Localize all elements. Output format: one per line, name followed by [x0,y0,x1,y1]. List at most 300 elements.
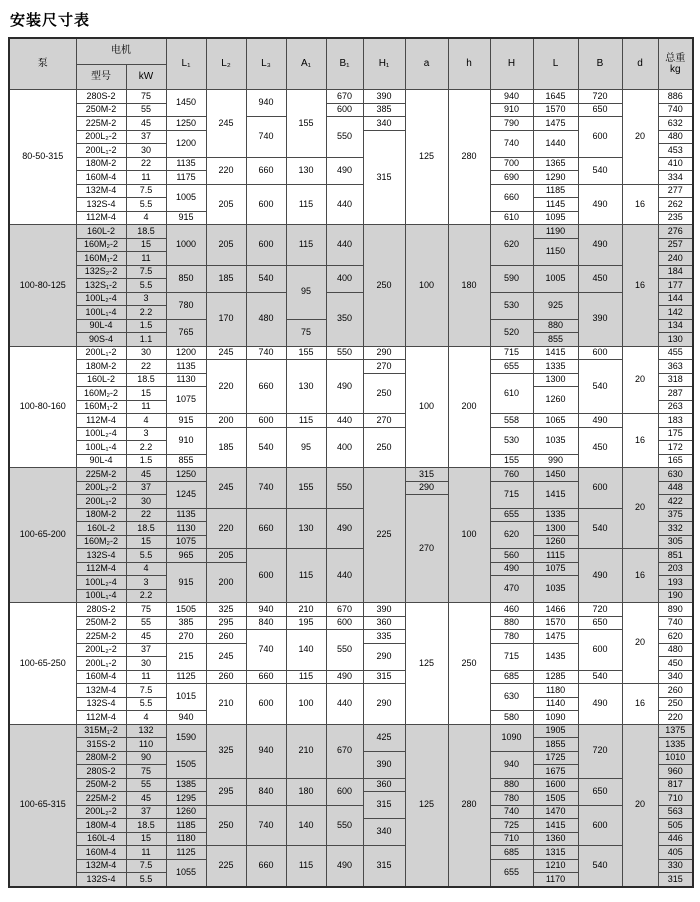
cell-L2: 170 [206,292,246,346]
cell-model: 132M-4 [76,684,126,698]
cell-L: 1466 [533,603,578,617]
cell-weight: 480 [658,130,693,144]
cell-weight: 630 [658,468,693,482]
cell-H1: 225 [363,468,405,603]
cell-weight: 220 [658,711,693,725]
cell-L: 1450 [533,468,578,482]
cell-H: 690 [490,171,533,185]
cell-H1: 270 [363,360,405,374]
cell-L3: 600 [246,414,286,428]
cell-kw: 3 [126,576,166,590]
cell-model: 280S-2 [76,765,126,779]
cell-model: 112M-4 [76,414,126,428]
header-d: d [622,38,658,90]
cell-A1: 130 [286,508,326,549]
cell-L: 1470 [533,805,578,819]
cell-L: 925 [533,292,578,319]
cell-weight: 332 [658,522,693,536]
cell-L3: 600 [246,184,286,225]
cell-model: 90L-4 [76,319,126,333]
cell-B1: 600 [326,616,363,630]
cell-H1: 425 [363,724,405,751]
cell-L3: 740 [246,346,286,360]
cell-L1: 1250 [166,117,206,131]
cell-model: 280M-2 [76,751,126,765]
cell-H: 558 [490,414,533,428]
header-L1: L₁ [166,38,206,90]
cell-model: 160M-4 [76,171,126,185]
cell-L: 1285 [533,670,578,684]
cell-L2: 220 [206,157,246,184]
cell-H: 940 [490,751,533,778]
cell-weight: 334 [658,171,693,185]
cell-B: 600 [578,346,622,360]
cell-d: 16 [622,549,658,603]
cell-B1: 440 [326,184,363,225]
cell-B1: 550 [326,630,363,671]
pump-cell: 100-65-200 [9,468,76,603]
cell-B: 650 [578,778,622,805]
cell-model: 200L₁-2 [76,495,126,509]
cell-L1: 1075 [166,387,206,414]
cell-L: 1065 [533,414,578,428]
cell-L: 1335 [533,508,578,522]
cell-weight: 422 [658,495,693,509]
cell-weight: 262 [658,198,693,212]
cell-L: 1505 [533,792,578,806]
cell-H: 655 [490,508,533,522]
cell-d: 20 [622,90,658,185]
table-row [9,670,693,684]
cell-B1: 400 [326,265,363,292]
table-header [9,38,693,90]
cell-L2: 245 [206,90,246,158]
cell-model: 225M-2 [76,117,126,131]
cell-kw: 7.5 [126,684,166,698]
cell-L3: 660 [246,670,286,684]
cell-B: 540 [578,157,622,184]
cell-weight: 375 [658,508,693,522]
cell-model: 100L₂-4 [76,292,126,306]
cell-L1: 965 [166,549,206,563]
cell-L: 1360 [533,832,578,846]
cell-B: 720 [578,603,622,617]
cell-H: 610 [490,211,533,225]
cell-model: 132S-4 [76,873,126,887]
cell-B1: 350 [326,292,363,346]
cell-kw: 132 [126,724,166,738]
cell-L: 1475 [533,117,578,131]
cell-L1: 1125 [166,670,206,684]
cell-L: 1365 [533,157,578,171]
cell-A1: 155 [286,468,326,509]
table-row [9,549,693,563]
cell-H: 655 [490,859,533,887]
cell-B: 540 [578,670,622,684]
cell-L1: 910 [166,427,206,454]
cell-L2: 250 [206,805,246,846]
cell-a: 270 [405,495,448,603]
cell-d: 20 [622,468,658,549]
cell-B: 600 [578,468,622,509]
cell-h: 180 [448,225,490,347]
table-row [9,805,693,819]
cell-model: 315S-2 [76,738,126,752]
cell-L3: 600 [246,684,286,725]
cell-A1: 210 [286,724,326,778]
cell-L3: 600 [246,549,286,603]
cell-L: 1260 [533,535,578,549]
cell-H: 630 [490,684,533,711]
header-B: B [578,38,622,90]
header-L: L [533,38,578,90]
cell-L1: 1075 [166,535,206,549]
cell-h: 100 [448,468,490,603]
cell-L: 1035 [533,427,578,454]
cell-H: 685 [490,670,533,684]
cell-L: 1435 [533,643,578,670]
cell-weight: 450 [658,657,693,671]
cell-L1: 1185 [166,819,206,833]
cell-model: 200L₂-2 [76,805,126,819]
cell-L1: 780 [166,292,206,319]
cell-B1: 600 [326,103,363,117]
cell-H1: 335 [363,630,405,644]
cell-L3: 660 [246,508,286,549]
cell-L3: 940 [246,724,286,778]
cell-kw: 7.5 [126,184,166,198]
cell-H: 1090 [490,724,533,751]
cell-L: 1675 [533,765,578,779]
cell-model: 180M-4 [76,819,126,833]
cell-model: 112M-4 [76,211,126,225]
cell-L2: 220 [206,360,246,414]
cell-L1: 940 [166,711,206,725]
cell-L: 1290 [533,171,578,185]
cell-kw: 75 [126,765,166,779]
cell-H1: 270 [363,414,405,428]
cell-B: 720 [578,724,622,778]
cell-L1: 1250 [166,468,206,482]
cell-A1: 115 [286,414,326,428]
cell-H: 590 [490,265,533,292]
cell-L2: 325 [206,724,246,778]
table-row [9,346,693,360]
cell-model: 280S-2 [76,603,126,617]
cell-L1: 1260 [166,805,206,819]
cell-weight: 740 [658,616,693,630]
cell-model: 100L₂-4 [76,576,126,590]
cell-weight: 960 [658,765,693,779]
cell-B1: 550 [326,805,363,846]
cell-B1: 490 [326,508,363,549]
cell-weight: 235 [658,211,693,225]
cell-model: 160M₁-2 [76,400,126,414]
cell-L: 1440 [533,130,578,157]
cell-weight: 263 [658,400,693,414]
cell-a: 100 [405,346,448,468]
table-row [9,684,693,698]
cell-L: 1725 [533,751,578,765]
cell-B: 540 [578,360,622,414]
cell-L: 855 [533,333,578,347]
cell-model: 225M-2 [76,792,126,806]
cell-kw: 5.5 [126,873,166,887]
cell-kw: 37 [126,130,166,144]
cell-L1: 1295 [166,792,206,806]
cell-H: 470 [490,576,533,603]
cell-B: 450 [578,265,622,292]
cell-L: 1300 [533,522,578,536]
cell-B: 490 [578,549,622,603]
cell-B: 650 [578,103,622,117]
cell-A1: 115 [286,846,326,887]
cell-L: 1570 [533,616,578,630]
cell-H: 740 [490,805,533,819]
cell-kw: 55 [126,778,166,792]
cell-B1: 550 [326,117,363,158]
cell-model: 200L₁-2 [76,657,126,671]
cell-L3: 840 [246,778,286,805]
cell-model: 132S₁-2 [76,279,126,293]
cell-kw: 15 [126,387,166,401]
cell-kw: 45 [126,630,166,644]
cell-L2: 260 [206,630,246,644]
cell-model: 225M-2 [76,630,126,644]
cell-L1: 915 [166,414,206,428]
table-row [9,427,693,441]
cell-H1: 390 [363,90,405,104]
cell-model: 112M-4 [76,711,126,725]
cell-L2: 205 [206,225,246,266]
cell-L2: 220 [206,508,246,549]
cell-kw: 5.5 [126,198,166,212]
table-row [9,616,693,630]
cell-H: 620 [490,225,533,266]
cell-kw: 1.1 [126,333,166,347]
cell-A1: 95 [286,265,326,319]
cell-B1: 440 [326,225,363,266]
cell-model: 180M-2 [76,360,126,374]
cell-kw: 4 [126,211,166,225]
cell-B1: 490 [326,670,363,684]
header-H1: H₁ [363,38,405,90]
table-row [9,184,693,198]
cell-kw: 3 [126,292,166,306]
cell-kw: 11 [126,846,166,860]
cell-weight: 453 [658,144,693,158]
cell-model: 200L₁-2 [76,144,126,158]
cell-L1: 1245 [166,481,206,508]
cell-L: 1300 [533,373,578,387]
cell-H: 710 [490,832,533,846]
cell-H1: 250 [363,427,405,468]
cell-L3: 740 [246,117,286,158]
cell-H1: 360 [363,778,405,792]
cell-d: 16 [622,414,658,468]
cell-kw: 37 [126,805,166,819]
cell-model: 160M₂-2 [76,387,126,401]
cell-model: 250M-2 [76,103,126,117]
cell-kw: 110 [126,738,166,752]
cell-model: 200L₂-2 [76,481,126,495]
cell-L2: 245 [206,468,246,509]
cell-L1: 1130 [166,522,206,536]
cell-kw: 3 [126,427,166,441]
cell-kw: 22 [126,360,166,374]
cell-L3: 740 [246,468,286,509]
cell-H1: 385 [363,103,405,117]
cell-H: 715 [490,643,533,670]
cell-H: 460 [490,603,533,617]
cell-L1: 1590 [166,724,206,751]
cell-H1: 250 [363,225,405,347]
cell-L2: 295 [206,778,246,805]
cell-A1: 95 [286,427,326,468]
cell-L: 1645 [533,90,578,104]
cell-B1: 440 [326,549,363,603]
cell-a: 125 [405,603,448,725]
cell-L2: 205 [206,549,246,563]
cell-weight: 318 [658,373,693,387]
cell-L1: 1505 [166,751,206,778]
cell-H: 790 [490,117,533,131]
cell-H: 660 [490,184,533,211]
cell-kw: 4 [126,711,166,725]
cell-H: 530 [490,292,533,319]
cell-H: 685 [490,846,533,860]
table-row [9,360,693,374]
table-row [9,225,693,239]
cell-h: 200 [448,346,490,468]
cell-B: 390 [578,292,622,346]
cell-kw: 75 [126,90,166,104]
cell-weight: 405 [658,846,693,860]
cell-model: 160M-4 [76,846,126,860]
cell-d: 20 [622,603,658,684]
cell-A1: 180 [286,778,326,805]
cell-L2: 210 [206,684,246,725]
cell-L1: 1505 [166,603,206,617]
cell-model: 100L₁-4 [76,306,126,320]
cell-L3: 480 [246,292,286,346]
header-h: h [448,38,490,90]
table-row [9,846,693,860]
cell-B: 490 [578,414,622,428]
cell-model: 100L₁-4 [76,441,126,455]
cell-B: 540 [578,846,622,887]
cell-kw: 45 [126,792,166,806]
cell-weight: 250 [658,697,693,711]
cell-H1: 315 [363,130,405,225]
cell-weight: 183 [658,414,693,428]
cell-L1: 385 [166,616,206,630]
cell-weight: 315 [658,873,693,887]
cell-A1: 115 [286,184,326,225]
cell-L: 1905 [533,724,578,738]
cell-H1: 340 [363,819,405,846]
cell-kw: 1.5 [126,454,166,468]
pump-cell: 100-80-160 [9,346,76,468]
cell-model: 112M-4 [76,562,126,576]
cell-L: 1035 [533,576,578,603]
cell-H1: 390 [363,603,405,617]
cell-L: 1180 [533,684,578,698]
cell-L2: 185 [206,265,246,292]
cell-L3: 740 [246,630,286,671]
cell-H: 880 [490,778,533,792]
table-row [9,630,693,644]
cell-weight: 710 [658,792,693,806]
cell-kw: 30 [126,657,166,671]
table-row [9,508,693,522]
cell-model: 200L₁-2 [76,346,126,360]
cell-B1: 400 [326,427,363,468]
cell-model: 132M-4 [76,859,126,873]
cell-L1: 1000 [166,225,206,266]
cell-L3: 660 [246,846,286,887]
cell-L: 1210 [533,859,578,873]
cell-weight: 890 [658,603,693,617]
cell-model: 180M-2 [76,508,126,522]
table-row [9,90,693,104]
cell-L: 1260 [533,387,578,414]
cell-model: 132M-4 [76,184,126,198]
cell-A1: 195 [286,616,326,630]
cell-kw: 45 [126,117,166,131]
cell-B: 650 [578,616,622,630]
cell-H1: 360 [363,616,405,630]
cell-L3: 600 [246,225,286,266]
cell-d: 20 [622,724,658,887]
cell-kw: 30 [126,495,166,509]
cell-B: 450 [578,427,622,468]
cell-weight: 277 [658,184,693,198]
cell-weight: 455 [658,346,693,360]
cell-A1: 100 [286,684,326,725]
cell-weight: 632 [658,117,693,131]
cell-d: 16 [622,684,658,725]
cell-B1: 550 [326,346,363,360]
cell-weight: 172 [658,441,693,455]
cell-L1: 1200 [166,346,206,360]
cell-B: 540 [578,508,622,549]
cell-A1: 75 [286,319,326,346]
cell-weight: 193 [658,576,693,590]
header-L2: L₂ [206,38,246,90]
cell-weight: 165 [658,454,693,468]
cell-kw: 4 [126,414,166,428]
cell-kw: 4 [126,562,166,576]
cell-model: 160M₂-2 [76,238,126,252]
table-row [9,724,693,738]
cell-L1: 1175 [166,171,206,185]
cell-kw: 11 [126,171,166,185]
table-row [9,103,693,117]
cell-H1: 315 [363,846,405,887]
cell-L3: 940 [246,603,286,617]
cell-weight: 305 [658,535,693,549]
pump-cell: 100-65-315 [9,724,76,887]
cell-model: 90S-4 [76,333,126,347]
header-B1: B₁ [326,38,363,90]
cell-kw: 5.5 [126,697,166,711]
cell-kw: 2.2 [126,589,166,603]
cell-B: 600 [578,805,622,846]
table-row [9,292,693,306]
cell-A1: 115 [286,670,326,684]
cell-H1: 290 [363,643,405,670]
